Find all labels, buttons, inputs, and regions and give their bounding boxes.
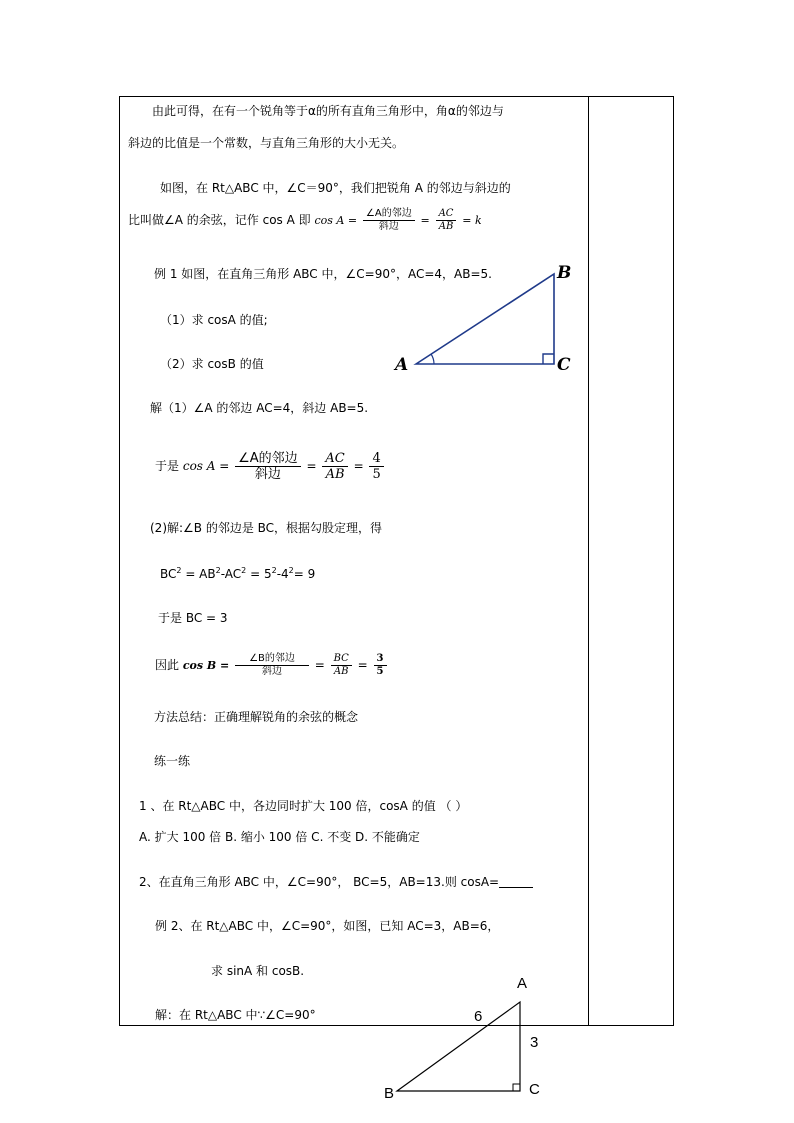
pyth-ab: = AB <box>181 567 216 581</box>
sol1-fraction-2 <box>322 451 347 482</box>
bc-result: 于是 BC = 3 <box>158 611 228 625</box>
sol1-fraction-3-den: 5 <box>372 467 381 482</box>
sol1-fraction-3 <box>369 451 383 482</box>
figure-2-label-c: C <box>529 1081 540 1098</box>
figure-1-label-c: C <box>557 355 571 375</box>
definition-tail: = k <box>462 214 482 227</box>
sol2-fraction-3 <box>374 653 387 678</box>
practice-question-1-options: A. 扩大 100 倍 B. 缩小 100 倍 C. 不变 D. 不能确定 <box>139 830 420 844</box>
sol2-equals-1: = <box>314 658 325 672</box>
intro-line-2: 斜边的比值是一个常数，与直角三角形的大小无关。 <box>128 136 405 150</box>
triangle-1-outline <box>416 274 554 364</box>
pyth-sup-2: 2 <box>215 566 221 575</box>
sol1-equals-1: = <box>306 459 317 473</box>
triangle-1-right-angle-mark <box>543 354 554 364</box>
pyth-four: -4 <box>276 567 289 581</box>
intro-line-1: 由此可得，在有一个锐角等于α的所有直角三角形中，角α的邻边与 <box>152 104 504 118</box>
example1-question-2: （2）求 cosB 的值 <box>160 357 264 371</box>
method-summary: 方法总结：正确理解锐角的余弦的概念 <box>154 710 359 724</box>
definition-prefix: 比叫做∠A 的余弦，记作 cos A 即 <box>128 213 311 227</box>
definition-fraction-1-num: ∠A的邻边 <box>363 208 415 221</box>
practice-question-1: 1 、在 Rt△ABC 中，各边同时扩大 100 倍，cosA 的值 （ ） <box>139 799 468 813</box>
definition-fraction-2-num: AC <box>436 208 457 221</box>
sol2-prefix: 因此 <box>155 658 180 672</box>
sol2-fraction-3-num: 3 <box>374 653 387 666</box>
definition-fraction-1-den: 斜边 <box>378 221 399 232</box>
example1-title: 例 1 如图，在直角三角形 ABC 中，∠C=90°，AC=4，AB=5. <box>154 267 492 281</box>
practice-question-2-text: 2、在直角三角形 ABC 中，∠C=90°， BC=5，AB=13.则 cosA= <box>139 875 500 889</box>
sol2-fraction-1-den: 斜边 <box>261 666 282 677</box>
definition-line-1: 如图，在 Rt△ABC 中，∠C＝90°，我们把锐角 A 的邻边与斜边的 <box>160 181 511 195</box>
sol2-fraction-1-num: ∠B的邻边 <box>235 653 309 666</box>
figure-1-triangle <box>390 260 580 378</box>
practice-title: 练一练 <box>154 754 191 768</box>
sol1-fraction-2-num: AC <box>322 451 347 467</box>
triangle-2-right-angle-mark <box>513 1084 520 1091</box>
example1-solution-1-formula <box>155 448 386 484</box>
pyth-ac: -AC <box>220 567 242 581</box>
pyth-sup-3: 2 <box>241 566 247 575</box>
sol1-fraction-1-num: ∠A的邻边 <box>235 451 301 467</box>
table-border-right <box>673 96 674 1026</box>
triangle-1-angle-arc <box>431 354 434 364</box>
pyth-sup-4: 2 <box>271 566 277 575</box>
sol1-fraction-3-num: 4 <box>369 451 383 467</box>
sol2-fraction-2-den: AB <box>333 666 349 677</box>
table-border-left <box>119 96 120 1026</box>
pyth-sup-1: 2 <box>176 566 182 575</box>
figure-2-side-ab: 6 <box>474 1008 483 1025</box>
example2-line-1: 例 2、在 Rt△ABC 中，∠C=90°，如图，已知 AC=3，AB=6， <box>155 919 500 933</box>
definition-equals: = <box>420 214 430 227</box>
pyth-bc: BC <box>160 567 177 581</box>
example1-question-1: （1）求 cosA 的值; <box>160 313 268 327</box>
sol1-equals-2: = <box>353 459 364 473</box>
sol1-fraction-1-den: 斜边 <box>254 467 281 482</box>
figure-2-side-ac: 3 <box>530 1034 539 1051</box>
definition-fraction-2-den: AB <box>438 221 454 232</box>
example2-line-2: 求 sinA 和 cosB. <box>211 964 305 978</box>
figure-2-label-b: B <box>384 1085 395 1102</box>
pyth-result: = 9 <box>293 567 316 581</box>
definition-fraction-2 <box>436 208 457 233</box>
example2-line-3: 解：在 Rt△ABC 中∵∠C=90° <box>155 1008 316 1022</box>
example1-solution-2-formula <box>155 648 389 683</box>
pyth-five: = 5 <box>246 567 272 581</box>
sol1-cos-lhs: cos A = <box>182 459 230 473</box>
practice-question-2 <box>139 874 533 890</box>
answer-blank <box>499 875 533 888</box>
table-border-middle <box>588 96 589 1026</box>
example1-solution-2: (2)解:∠B 的邻边是 BC，根据勾股定理，得 <box>150 521 383 535</box>
table-border-top <box>119 96 673 97</box>
sol2-cos-lhs: cos B = <box>182 659 230 672</box>
pythagoras-line <box>160 566 315 582</box>
figure-1-label-a: A <box>395 355 409 375</box>
pyth-sup-5: 2 <box>288 566 294 575</box>
sol1-fraction-1 <box>235 451 301 482</box>
definition-cos-lhs: cos A = <box>314 214 358 227</box>
definition-line-2 <box>128 205 482 236</box>
triangle-2-outline <box>397 1002 520 1091</box>
definition-fraction-1 <box>363 208 415 233</box>
sol2-fraction-3-den: 5 <box>376 666 384 677</box>
sol1-prefix: 于是 <box>155 459 180 473</box>
example1-solution-1: 解（1）∠A 的邻边 AC=4，斜边 AB=5. <box>150 401 369 415</box>
sol2-fraction-1 <box>235 653 309 678</box>
sol2-fraction-2-num: BC <box>331 653 352 666</box>
sol1-fraction-2-den: AB <box>325 467 345 482</box>
sol2-fraction-2 <box>331 653 352 678</box>
sol2-equals-2: = <box>357 658 368 672</box>
figure-1-label-b: B <box>557 263 572 283</box>
figure-2-label-a: A <box>517 975 528 992</box>
figure-2-triangle <box>380 970 560 1105</box>
